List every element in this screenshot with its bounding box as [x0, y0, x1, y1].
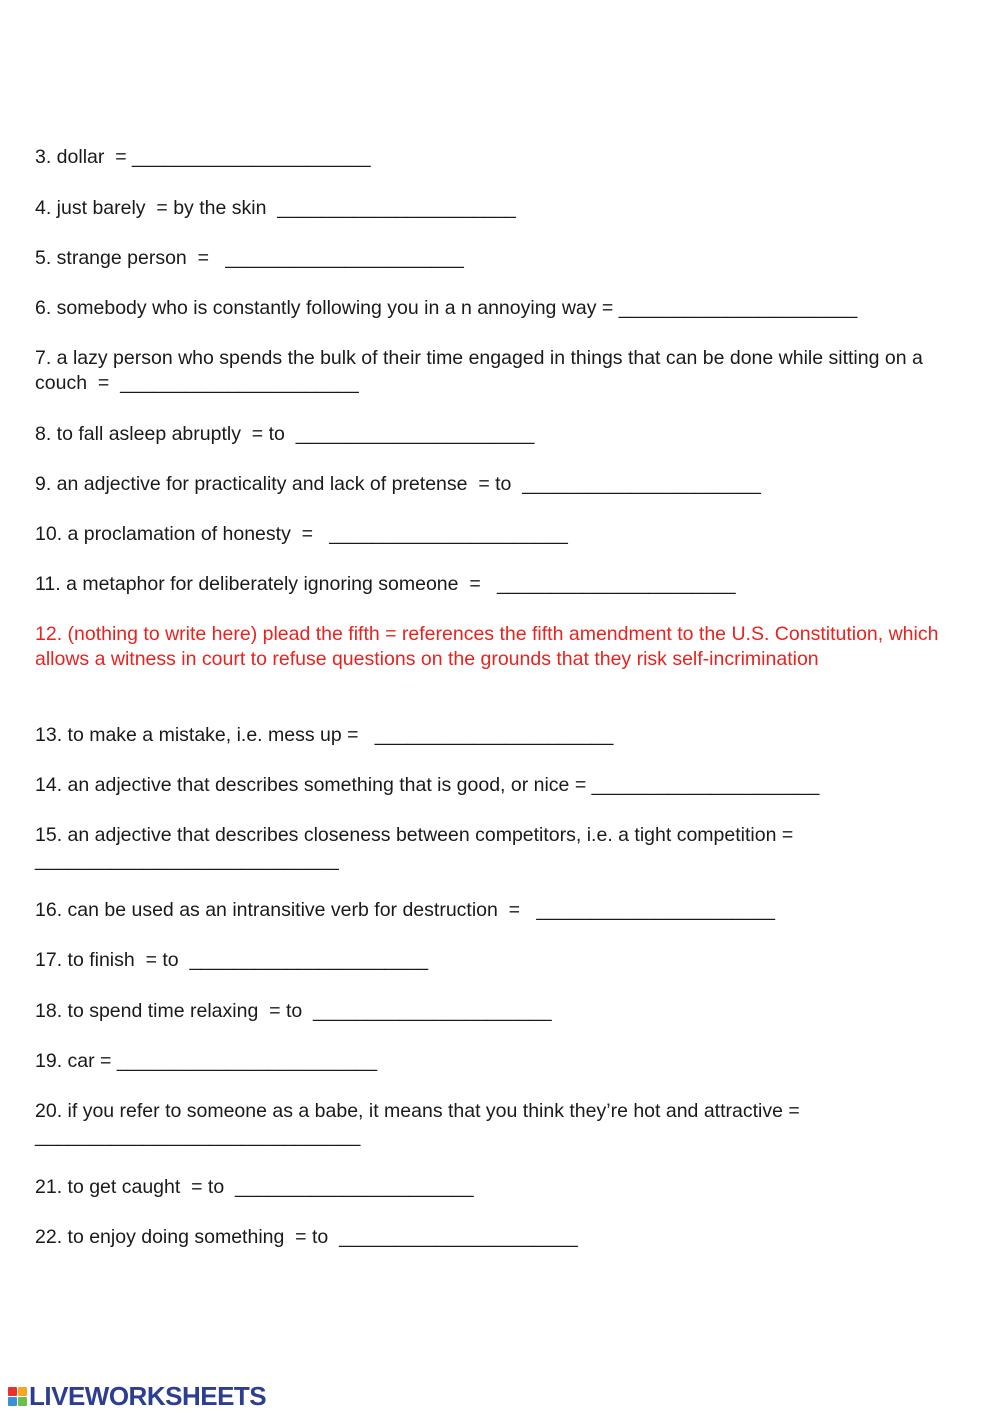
- question-14: 14. an adjective that describes something that is good, or nice = _____________________: [35, 774, 820, 796]
- question-16: 16. can be used as an intransitive verb for destruction = ______________________: [35, 899, 775, 921]
- question-17: 17. to finish = to ______________________: [35, 949, 429, 971]
- question-3: 3. dollar = ______________________: [35, 146, 371, 168]
- question-19: 19. car = ________________________: [35, 1050, 378, 1072]
- question-21: 21. to get caught = to ______________________: [35, 1176, 474, 1198]
- question-8: 8. to fall asleep abruptly = to ______________________: [35, 423, 535, 445]
- question-4: 4. just barely = by the skin ______________________: [35, 197, 516, 219]
- question-6: 6. somebody who is constantly following you in a n annoying way = ______________________: [35, 297, 858, 319]
- liveworksheets-logo: [8, 1380, 267, 1411]
- question-11: 11. a metaphor for deliberately ignoring someone = ______________________: [35, 573, 736, 595]
- worksheet: [35, 0, 965, 1413]
- question-18: 18. to spend time relaxing = to ______________________: [35, 1000, 552, 1022]
- question-10: 10. a proclamation of honesty = ______________________: [35, 523, 568, 545]
- logo-text: LIVEWORKSHEETS: [29, 1380, 267, 1411]
- question-20: 20. if you refer to someone as a babe, it means that you think they’re hot and attractive = ______________________________: [35, 1100, 806, 1147]
- question-22: 22. to enjoy doing something = to ______________________: [35, 1226, 578, 1248]
- question-7: 7. a lazy person who spends the bulk of their time engaged in things that can be done while sitting on a couch = ______________________: [35, 347, 929, 394]
- question-13: 13. to make a mistake, i.e. mess up = ______________________: [35, 724, 614, 746]
- question-9: 9. an adjective for practicality and lack of pretense = to ______________________: [35, 473, 761, 495]
- question-5: 5. strange person = ______________________: [35, 247, 464, 269]
- colored-grid-icon: [8, 1387, 27, 1406]
- question-15: 15. an adjective that describes closeness between competitors, i.e. a tight competition = ____________________________: [35, 824, 799, 871]
- question-12-note: 12. (nothing to write here) plead the fifth = references the fifth amendment to the U.S. Constitution, which allows a witness in court to refuse questions on the grounds that they risk self-incrimination: [35, 623, 944, 670]
